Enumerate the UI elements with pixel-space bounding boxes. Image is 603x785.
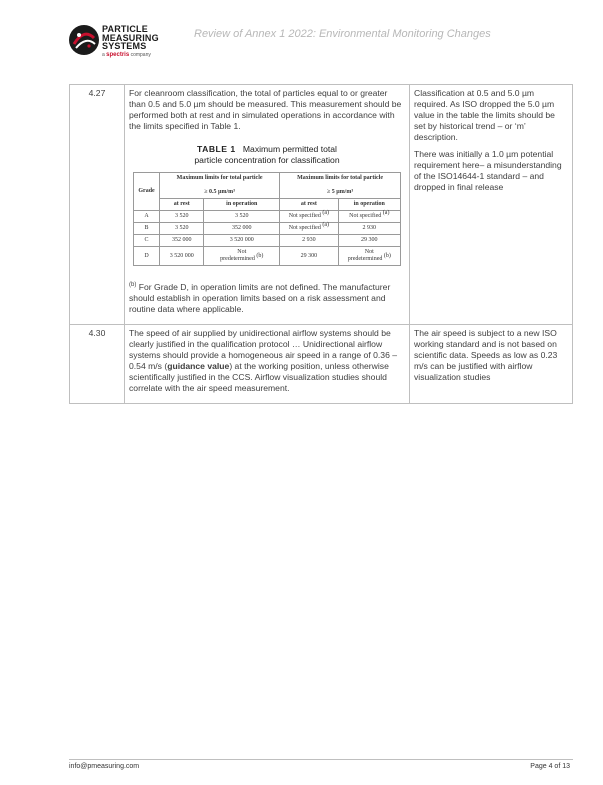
company-logo bbox=[68, 22, 188, 62]
comment-cell bbox=[410, 325, 573, 404]
sub-header-in-operation: in operation bbox=[204, 199, 280, 211]
footer-divider bbox=[69, 759, 573, 760]
comment-text: Classification at 0.5 and 5.0 µm required. As ISO dropped the 5.0 µm value in the table the limits should be set by historical trend – or ‘m’ description. bbox=[414, 88, 555, 142]
table-row bbox=[70, 325, 573, 404]
footer-email[interactable]: info@pmeasuring.com bbox=[69, 763, 140, 770]
comment-text: There was initially a 1.0 µm potential requirement here– a misunderstanding of the ISO14644-1 standard – and dropped in final release bbox=[414, 149, 562, 192]
document-title: Review of Annex 1 2022: Environmental Monitoring Changes bbox=[194, 28, 491, 40]
requirement-cell bbox=[125, 325, 410, 404]
table-caption: TABLE 1 Maximum permitted total particle concentration for classification bbox=[194, 144, 340, 165]
sub-header-in-operation: in operation bbox=[338, 199, 400, 211]
requirement-cell bbox=[125, 85, 410, 325]
table-footnote: $^{(b)}$ For Grade D, in operation limits are not defined. The manufacturer should establish in operation limits based on a risk assessment and routine data where applicable. bbox=[129, 282, 391, 314]
page-number: Page 4 of 13 bbox=[530, 763, 570, 770]
table-row bbox=[70, 85, 573, 325]
table-row: B 3 520 352 000 Not specified $^{(a)}$ 2 930 bbox=[134, 223, 401, 235]
sub-header-at-rest: at rest bbox=[160, 199, 204, 211]
requirements-table bbox=[69, 84, 573, 404]
grade-header: Grade bbox=[134, 173, 160, 211]
clause-number: 4.27 bbox=[70, 85, 125, 325]
logo-subtitle: a spectris company bbox=[102, 52, 151, 58]
logo-wordmark: PARTICLE MEASURING SYSTEMS bbox=[102, 24, 159, 51]
requirement-text: The speed of air supplied by unidirectional airflow systems should be clearly justified in the qualification protocol … Unidirectional airflow systems should provide a homogeneous air speed in a range of 0.36 – 0.54 m/s (guidance value) at the working position, unless otherwise scientifically justified in the CCS. Airflow visualization studies should correlate with the air speed measurement. bbox=[129, 328, 398, 393]
table-row: C 352 000 3 520 000 2 930 29 300 bbox=[134, 235, 401, 247]
sub-header-at-rest: at rest bbox=[280, 199, 339, 211]
page-header bbox=[68, 22, 568, 62]
requirement-text: For cleanroom classification, the total of particles equal to or greater than 0.5 and 5.0 µm should be measured. This measurement should be performed both at rest and in simulated operations in accordance with the limits specified in Table 1. bbox=[129, 88, 402, 131]
table-row: D 3 520 000 Not predetermined $^{(b)}$ 29 300 Not predetermined $^{(b)}$ bbox=[134, 247, 401, 266]
header-0-5-micron: Maximum limits for total particle ≥ 0.5 µm/m³ bbox=[160, 173, 280, 199]
cleanroom-grade-table bbox=[133, 172, 401, 266]
header-5-micron: Maximum limits for total particle ≥ 5 µm/m³ bbox=[280, 173, 401, 199]
clause-number: 4.30 bbox=[70, 325, 125, 404]
comment-cell bbox=[410, 85, 573, 325]
pms-logo-icon bbox=[68, 24, 100, 56]
comment-text: The air speed is subject to a new ISO working standard and is not based on scientific data. Speeds as low as 0.23 m/s can be justified with airflow visualization studies bbox=[414, 328, 558, 382]
table-row: A 3 520 3 520 Not specified $^{(a)}$ Not specified $^{(a)}$ bbox=[134, 211, 401, 223]
